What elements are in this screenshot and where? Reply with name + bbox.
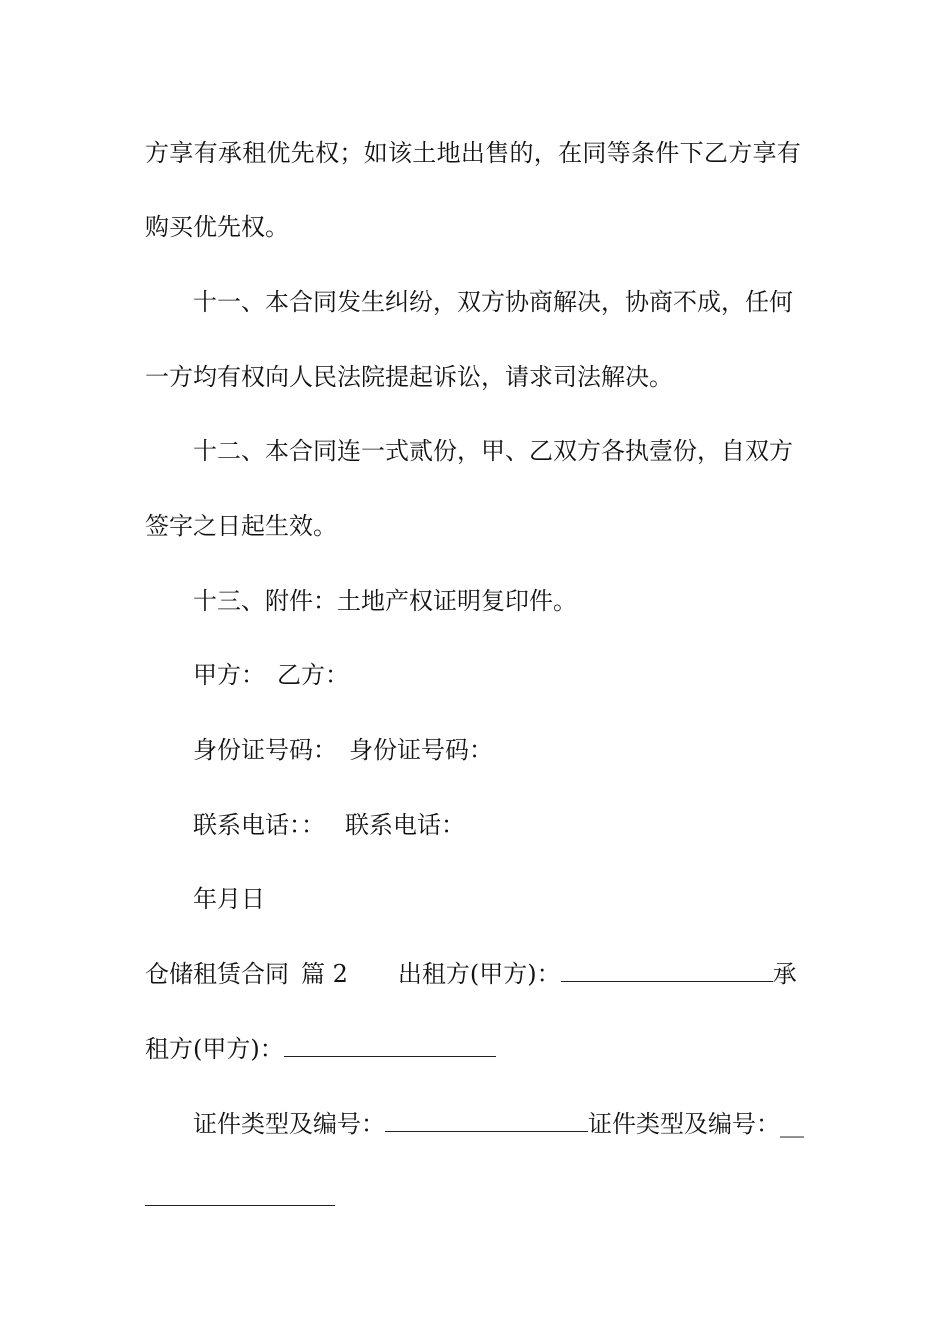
clause-12-line-1: 十二、本合同连一式贰份，甲、乙双方各执壹份，自双方 bbox=[193, 437, 793, 465]
party-b-id-label: 身份证号码： bbox=[349, 736, 493, 764]
party-b-phone-label: 联系电话： bbox=[345, 811, 465, 839]
contract-2-heading-line bbox=[145, 959, 805, 989]
lessee-line bbox=[145, 1034, 805, 1064]
id-type-b-blank-continuation bbox=[145, 1183, 805, 1213]
contract-2-part: 篇 2 bbox=[301, 960, 348, 988]
id-type-b-blank-start: __ bbox=[780, 1110, 804, 1138]
lessee-label: 租方(甲方)： bbox=[145, 1035, 284, 1063]
party-b-label: 乙方： bbox=[277, 661, 349, 689]
clause-11-line-2: 一方均有权向人民法院提起诉讼，请求司法解决。 bbox=[145, 363, 673, 391]
id-type-a-blank bbox=[385, 1109, 588, 1132]
party-a-id-label: 身份证号码： bbox=[193, 736, 337, 764]
paragraph-10-tail-line-2: 购买优先权。 bbox=[145, 213, 289, 241]
party-a-phone-label: 联系电话：： bbox=[193, 811, 325, 839]
phone-row bbox=[193, 810, 805, 840]
lessor-label: 出租方(甲方)： bbox=[397, 960, 561, 988]
paragraph-10-tail-line-1: 方享有承租优先权；如该土地出售的，在同等条件下乙方享有 bbox=[145, 139, 802, 167]
id-type-a-label: 证件类型及编号： bbox=[193, 1110, 385, 1138]
contract-2-title: 仓储租赁合同 bbox=[145, 960, 289, 988]
clause-12-line-2: 签字之日起生效。 bbox=[145, 512, 337, 540]
party-signature-row bbox=[193, 660, 805, 690]
id-type-line bbox=[193, 1109, 805, 1139]
clause-13-attachment: 十三、附件：土地产权证明复印件。 bbox=[193, 587, 577, 615]
lessor-blank bbox=[561, 959, 773, 982]
party-a-label: 甲方： bbox=[193, 661, 265, 689]
id-type-b-blank bbox=[145, 1183, 335, 1206]
lessee-label-start: 承 bbox=[772, 960, 797, 988]
id-type-b-label: 证件类型及编号： bbox=[588, 1110, 780, 1138]
date-line: 年月日 bbox=[193, 885, 265, 913]
id-number-row bbox=[193, 735, 805, 765]
clause-11-line-1: 十一、本合同发生纠纷，双方协商解决，协商不成，任何 bbox=[193, 288, 793, 316]
lessee-blank bbox=[284, 1034, 496, 1057]
